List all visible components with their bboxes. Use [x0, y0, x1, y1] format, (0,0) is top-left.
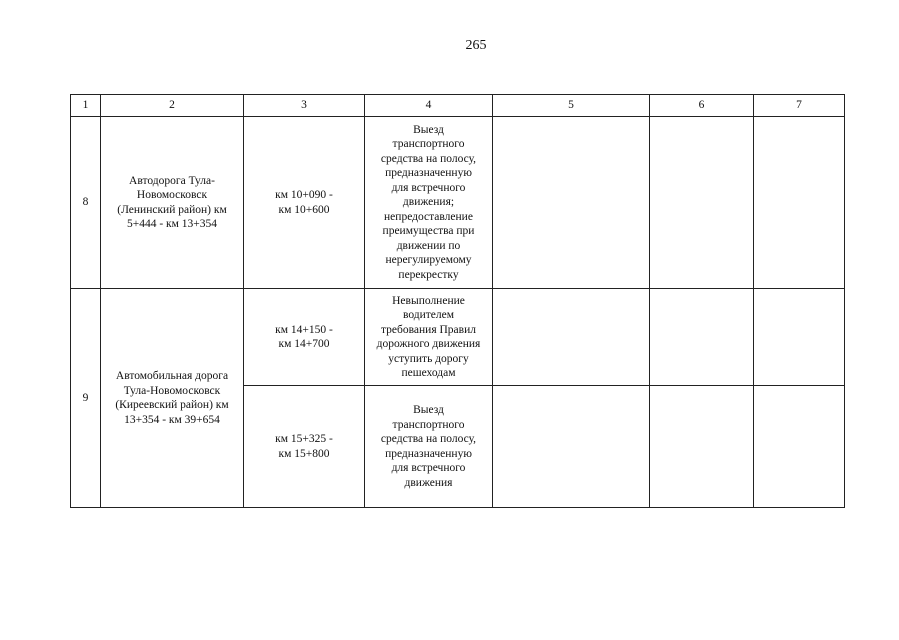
violation-cell: Выезд транспортного средства на полосу, предназначенную для встречного движения; непредоставление преимущества при движении по нерегулируемому перекрестку	[365, 117, 493, 289]
table-row	[71, 117, 845, 289]
column-5-cell	[493, 289, 650, 386]
road-name-cell: Автодорога Тула- Новомосковск (Ленинский район) км 5+444 - км 13+354	[101, 117, 244, 289]
road-name-cell: Автомобильная дорога Тула-Новомосковск (Киреевский район) км 13+354 - км 39+654	[101, 289, 244, 508]
km-range-cell: км 10+090 - км 10+600	[244, 117, 365, 289]
column-6-cell	[650, 117, 754, 289]
km-range-cell: км 15+325 - км 15+800	[244, 386, 365, 508]
column-header-6: 6	[650, 95, 754, 117]
violation-cell: Невыполнение водителем требования Правил дорожного движения уступить дорогу пешеходам	[365, 289, 493, 386]
column-header-2: 2	[101, 95, 244, 117]
column-header-4: 4	[365, 95, 493, 117]
road-sections-table	[70, 94, 845, 508]
column-5-cell	[493, 117, 650, 289]
row-number: 9	[71, 289, 101, 508]
page-number: 265	[465, 38, 487, 53]
column-7-cell	[754, 289, 845, 386]
column-7-cell	[754, 386, 845, 508]
violation-cell: Выезд транспортного средства на полосу, предназначенную для встречного движения	[365, 386, 493, 508]
column-6-cell	[650, 289, 754, 386]
column-5-cell	[493, 386, 650, 508]
column-6-cell	[650, 386, 754, 508]
column-7-cell	[754, 117, 845, 289]
row-number: 8	[71, 117, 101, 289]
column-header-3: 3	[244, 95, 365, 117]
column-header-5: 5	[493, 95, 650, 117]
table-header-row	[71, 95, 845, 117]
column-header-1: 1	[71, 95, 101, 117]
table-row	[71, 289, 845, 386]
column-header-7: 7	[754, 95, 845, 117]
km-range-cell: км 14+150 - км 14+700	[244, 289, 365, 386]
